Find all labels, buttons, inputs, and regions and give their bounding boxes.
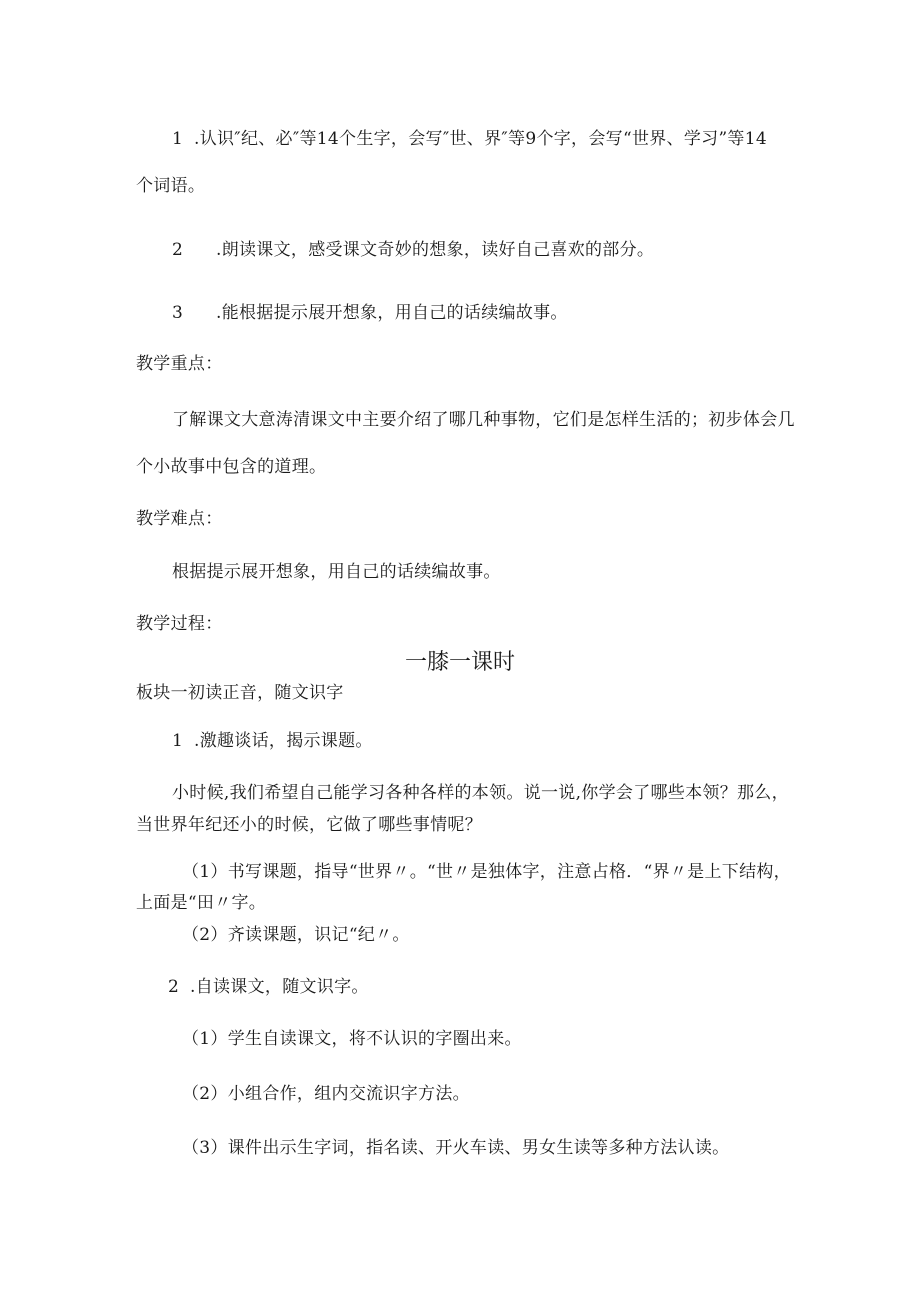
step-2 — [168, 976, 369, 998]
key-points-line-1: 了解课文大意涛清课文中主要介绍了哪几种事物，它们是怎样生活的；初步体会几 — [172, 410, 795, 430]
step-1-number: 1 — [172, 731, 184, 751]
difficulties-heading: 教学难点： — [136, 509, 223, 529]
intro-line-1: 小时候,我们希望自己能学习各种各样的本领。说一说,你学会了哪些本领？那么， — [172, 783, 789, 803]
objective-2 — [172, 239, 654, 261]
step-2-number: 2 — [168, 977, 180, 997]
key-points-heading: 教学重点： — [136, 354, 223, 374]
objective-1-line-2: 个词语。 — [136, 176, 206, 196]
sub-step-1-line-1: （1）书写课题，指导“世界〃。“世〃是独体字，注意占格．“界〃是上下结构， — [182, 862, 791, 882]
sub-step-3: （1）学生自读课文，将不认识的字圈出来。 — [182, 1029, 522, 1049]
sub-step-5: （3）课件出示生字词，指名读、开火车读、男女生读等多种方法认读。 — [182, 1138, 730, 1158]
objective-3 — [172, 302, 568, 324]
sub-step-2: （2）齐读课题，识记“纪〃。 — [182, 925, 410, 945]
objective-1-number: 1 — [172, 129, 184, 149]
objective-3-number: 3 — [172, 303, 184, 323]
objective-2-number: 2 — [172, 240, 184, 260]
difficulties-text: 根据提示展开想象，用自己的话续编故事。 — [172, 562, 501, 582]
step-1 — [172, 730, 373, 752]
lesson-title: 一膝一课时 — [404, 650, 515, 675]
process-heading: 教学过程： — [136, 614, 223, 634]
step-1-text: .激趣谈话，揭示课题。 — [194, 731, 373, 751]
objective-1-line-1 — [172, 128, 767, 150]
block-1-heading: 板块一初读正音，随文识字 — [136, 683, 344, 703]
sub-step-1-line-2: 上面是“田〃字。 — [136, 893, 267, 913]
sub-step-4: （2）小组合作，组内交流识字方法。 — [182, 1084, 470, 1104]
intro-line-2: 当世界年纪还小的时候，它做了哪些事情呢？ — [136, 815, 482, 835]
objective-3-text: .能根据提示展开想象，用自己的话续编故事。 — [216, 303, 568, 323]
step-2-text: .自读课文，随文识字。 — [190, 977, 369, 997]
objective-2-text: .朗读课文，感受课文奇妙的想象，读好自己喜欢的部分。 — [216, 240, 655, 260]
key-points-line-2: 个小故事中包含的道理。 — [136, 457, 327, 477]
objective-1-text: .认识″纪、必″等14个生字，会写″世、界″等9个字，会写“世界、学习”等14 — [194, 129, 767, 149]
